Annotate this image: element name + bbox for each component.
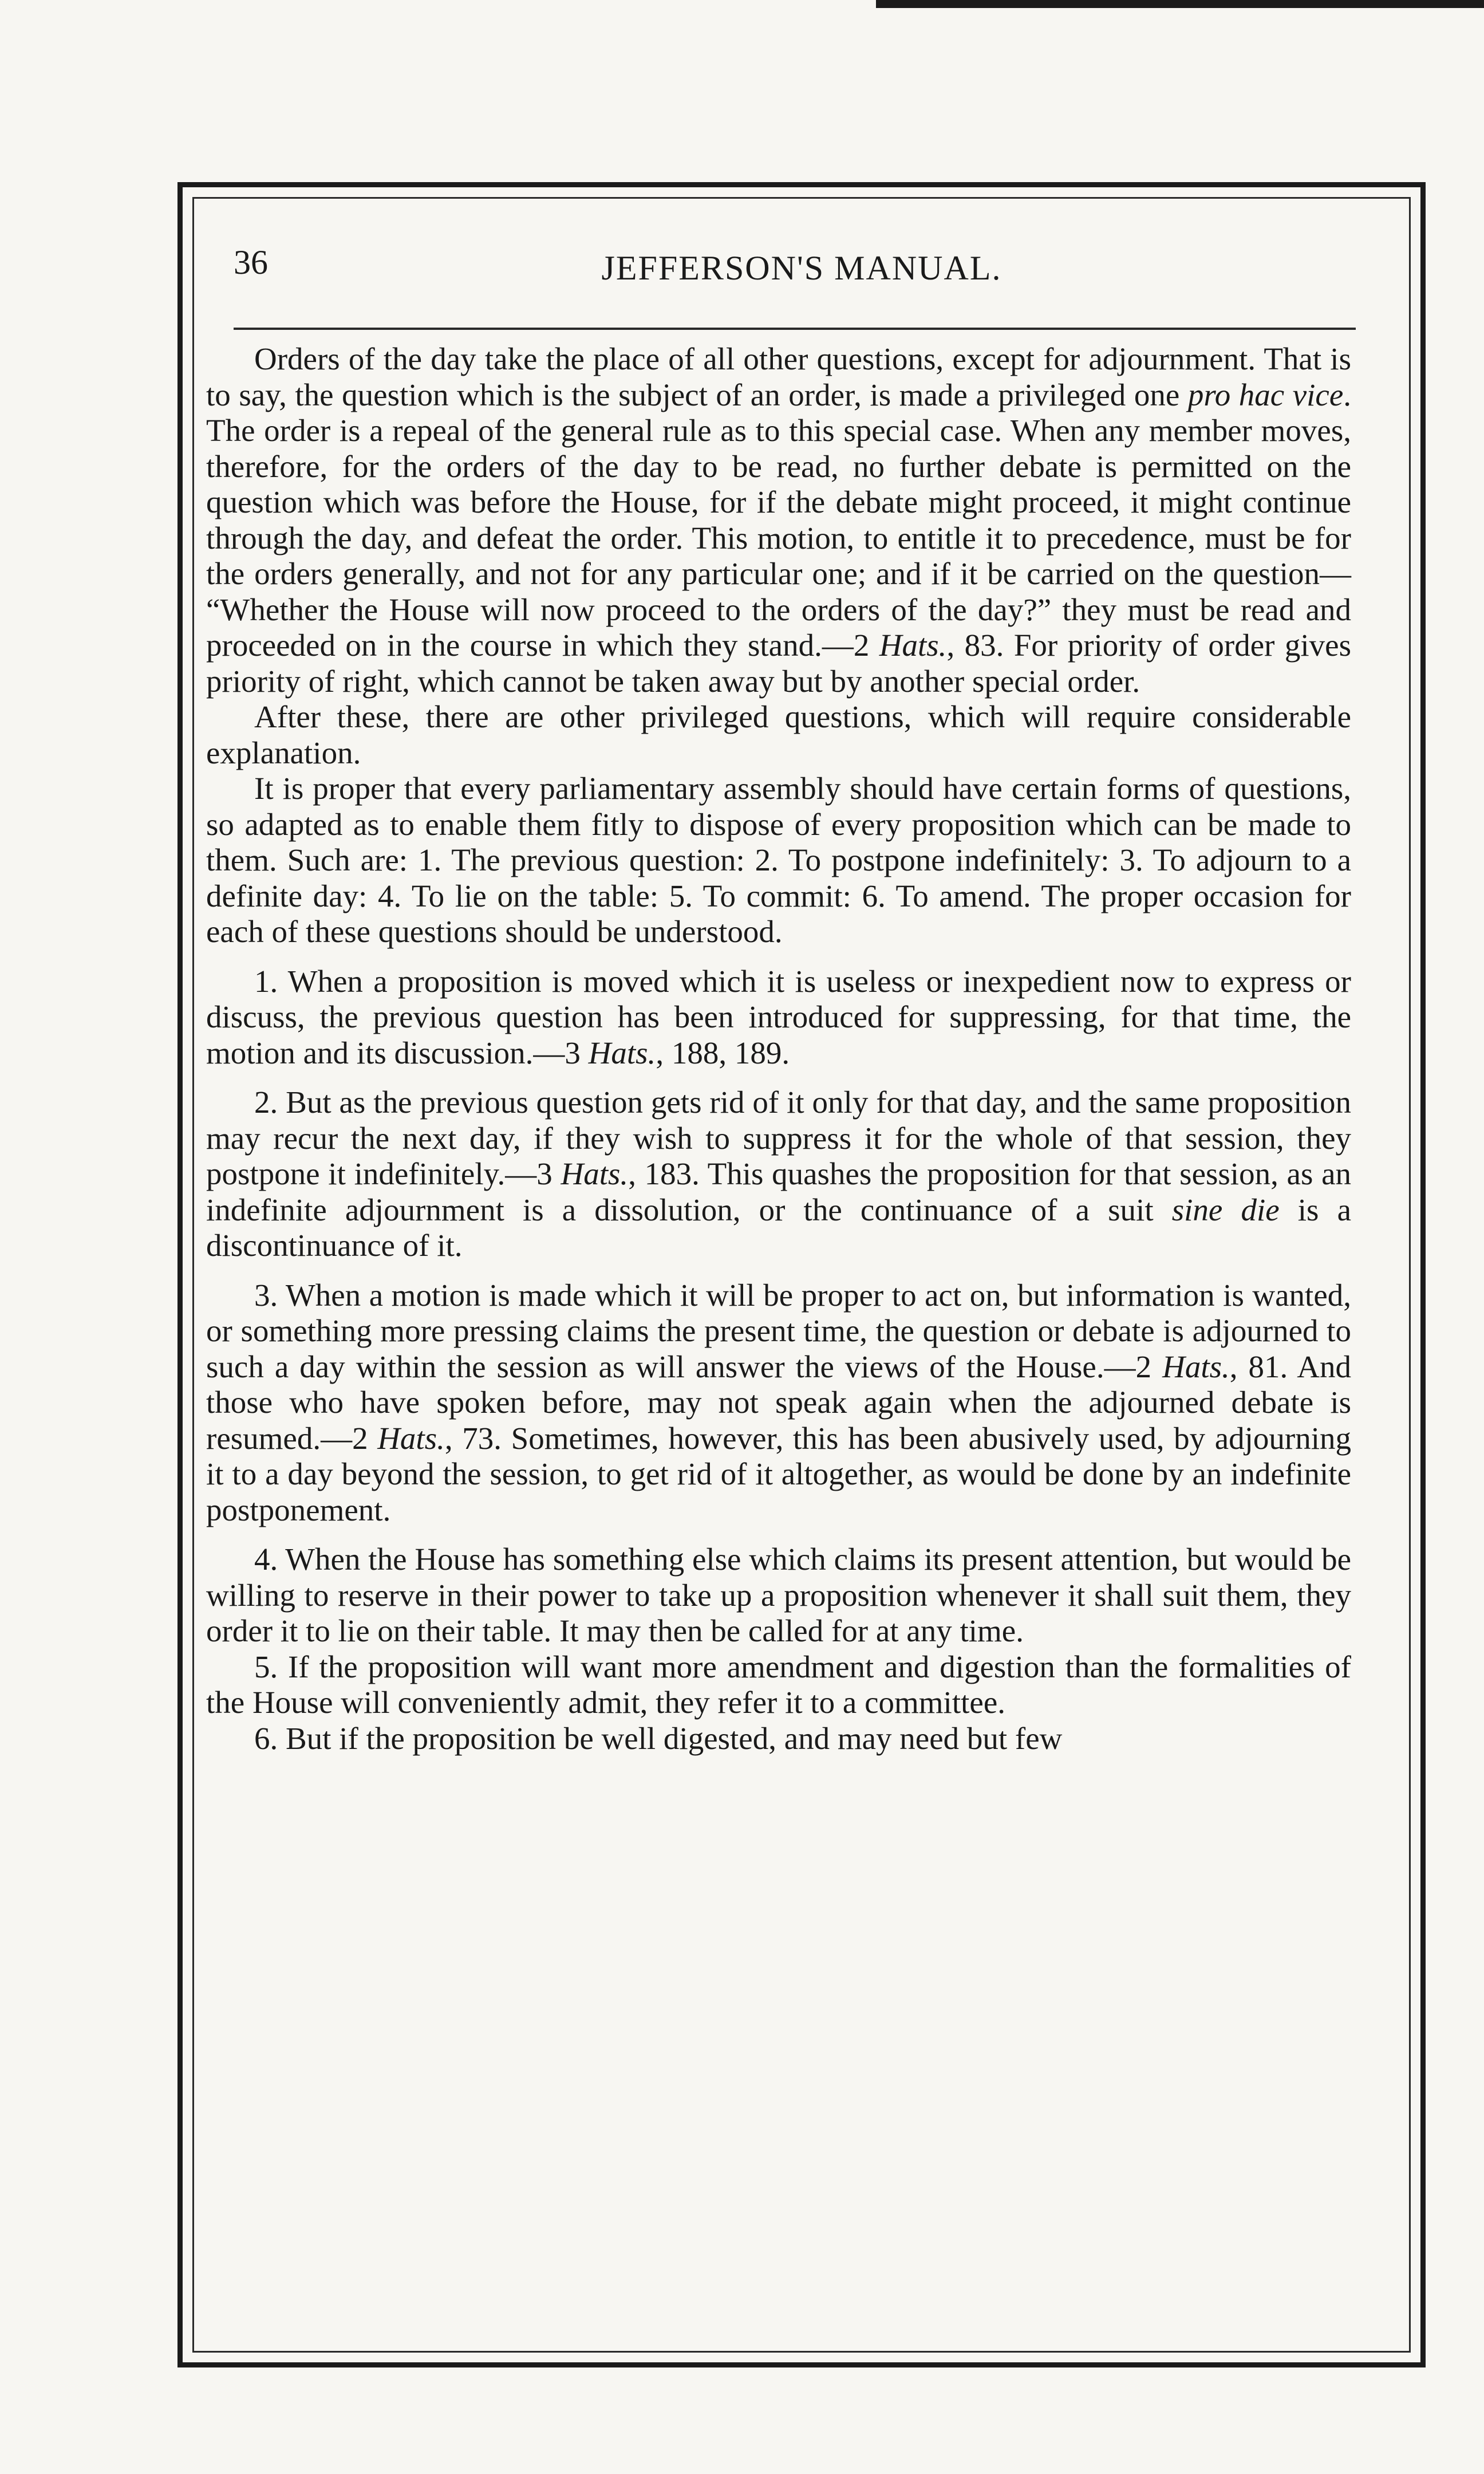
paragraph bbox=[206, 1649, 1351, 1721]
italic-run: Hats. bbox=[879, 628, 947, 663]
text-run: After these, there are other privileged questions, which will require considerable explanation. bbox=[206, 699, 1351, 770]
running-title: JEFFERSON'S MANUAL. bbox=[601, 249, 1002, 287]
text-run: It is proper that every parliamentary assembly should have certain forms of questions, so adapted as to enable them fitly to dispose of every proposition which can be made to them. Such are: 1. The previous question: 2. To postpone indefinitely: 3. To adjourn to a definite day: 4. To lie on the table: 5. To commit: 6. To amend. The proper occasion for each of these questions should be understood. bbox=[206, 771, 1351, 949]
paragraph bbox=[206, 1721, 1351, 1757]
body-text bbox=[206, 341, 1351, 1756]
italic-run: pro hac vice bbox=[1187, 377, 1344, 412]
paragraph bbox=[206, 1085, 1351, 1264]
text-run: , 183. This quashes the proposition for that session, as an indefinite adjournment is a dissolution, or the continuance of a suit bbox=[206, 1156, 1351, 1227]
paragraph bbox=[206, 699, 1351, 771]
italic-run: sine die bbox=[1171, 1192, 1280, 1227]
paragraph bbox=[206, 964, 1351, 1071]
page-number: 36 bbox=[234, 243, 268, 281]
text-run: 5. If the proposition will want more amendment and digestion than the formalities of the House will conveniently admit, they refer it to a committee. bbox=[206, 1649, 1351, 1720]
header-rule bbox=[234, 328, 1356, 330]
paragraph bbox=[206, 1542, 1351, 1649]
text-run: 4. When the House has something else which claims its present attention, but would be willing to reserve in their power to take up a proposition whenever it shall suit them, they order it to lie on their table. It may then be called for at any time. bbox=[206, 1542, 1351, 1648]
text-run: . The order is a repeal of the general rule as to this special case. When any member moves, therefore, for the orders of the day to be read, no further debate is permitted on the question which was before the House, for if the debate might proceed, it might continue through the day, and defeat the order. This motion, to entitle it to precedence, must be for the orders generally, and not for any particular one; and if it be carried on the question— “Whether the House will now proceed to the orders of the day?” they must be read and proceeded on in the course in which they stand.—2 bbox=[206, 377, 1351, 663]
paragraph bbox=[206, 341, 1351, 699]
text-run: is a discontinuance of it. bbox=[206, 1192, 1351, 1263]
text-run: , 188, 189. bbox=[656, 1035, 790, 1070]
top-edge-rule bbox=[876, 0, 1484, 8]
italic-run: Hats. bbox=[561, 1156, 629, 1191]
text-run: , 81. And those who have spoken before, may not speak again when the adjourned debate is resumed.—2 bbox=[206, 1349, 1351, 1456]
text-run: , 83. For priority of order gives priority of right, which cannot be taken away but by another special order. bbox=[206, 628, 1351, 699]
italic-run: Hats. bbox=[588, 1035, 656, 1070]
italic-run: Hats. bbox=[377, 1420, 445, 1456]
text-run: 6. But if the proposition be well digested, and may need but few bbox=[254, 1720, 1063, 1756]
text-run: 3. When a motion is made which it will be proper to act on, but information is wanted, or something more pressing claims the present time, the question or debate is adjourned to such a day within the session as will answer the views of the House.—2 bbox=[206, 1277, 1351, 1384]
italic-run: Hats. bbox=[1162, 1349, 1230, 1384]
text-run: , 73. Sometimes, however, this has been abusively used, by adjourning it to a day beyond the session, to get rid of it altogether, as would be done by an indefinite postponement. bbox=[206, 1420, 1351, 1527]
text-run: 2. But as the previous question gets rid of it only for that day, and the same proposition may recur the next day, if they wish to suppress it for the whole of that session, they postpone it indefinitely.—3 bbox=[206, 1085, 1351, 1191]
text-run: Orders of the day take the place of all other questions, except for adjournment. That is to say, the question which is the subject of an order, is made a privileged one bbox=[206, 341, 1351, 412]
paragraph bbox=[206, 1278, 1351, 1528]
paragraph bbox=[206, 771, 1351, 950]
text-run: 1. When a proposition is moved which it is useless or inexpedient now to express or discuss, the previous question has been introduced for suppressing, for that time, the motion and its discussion.—3 bbox=[206, 963, 1351, 1070]
